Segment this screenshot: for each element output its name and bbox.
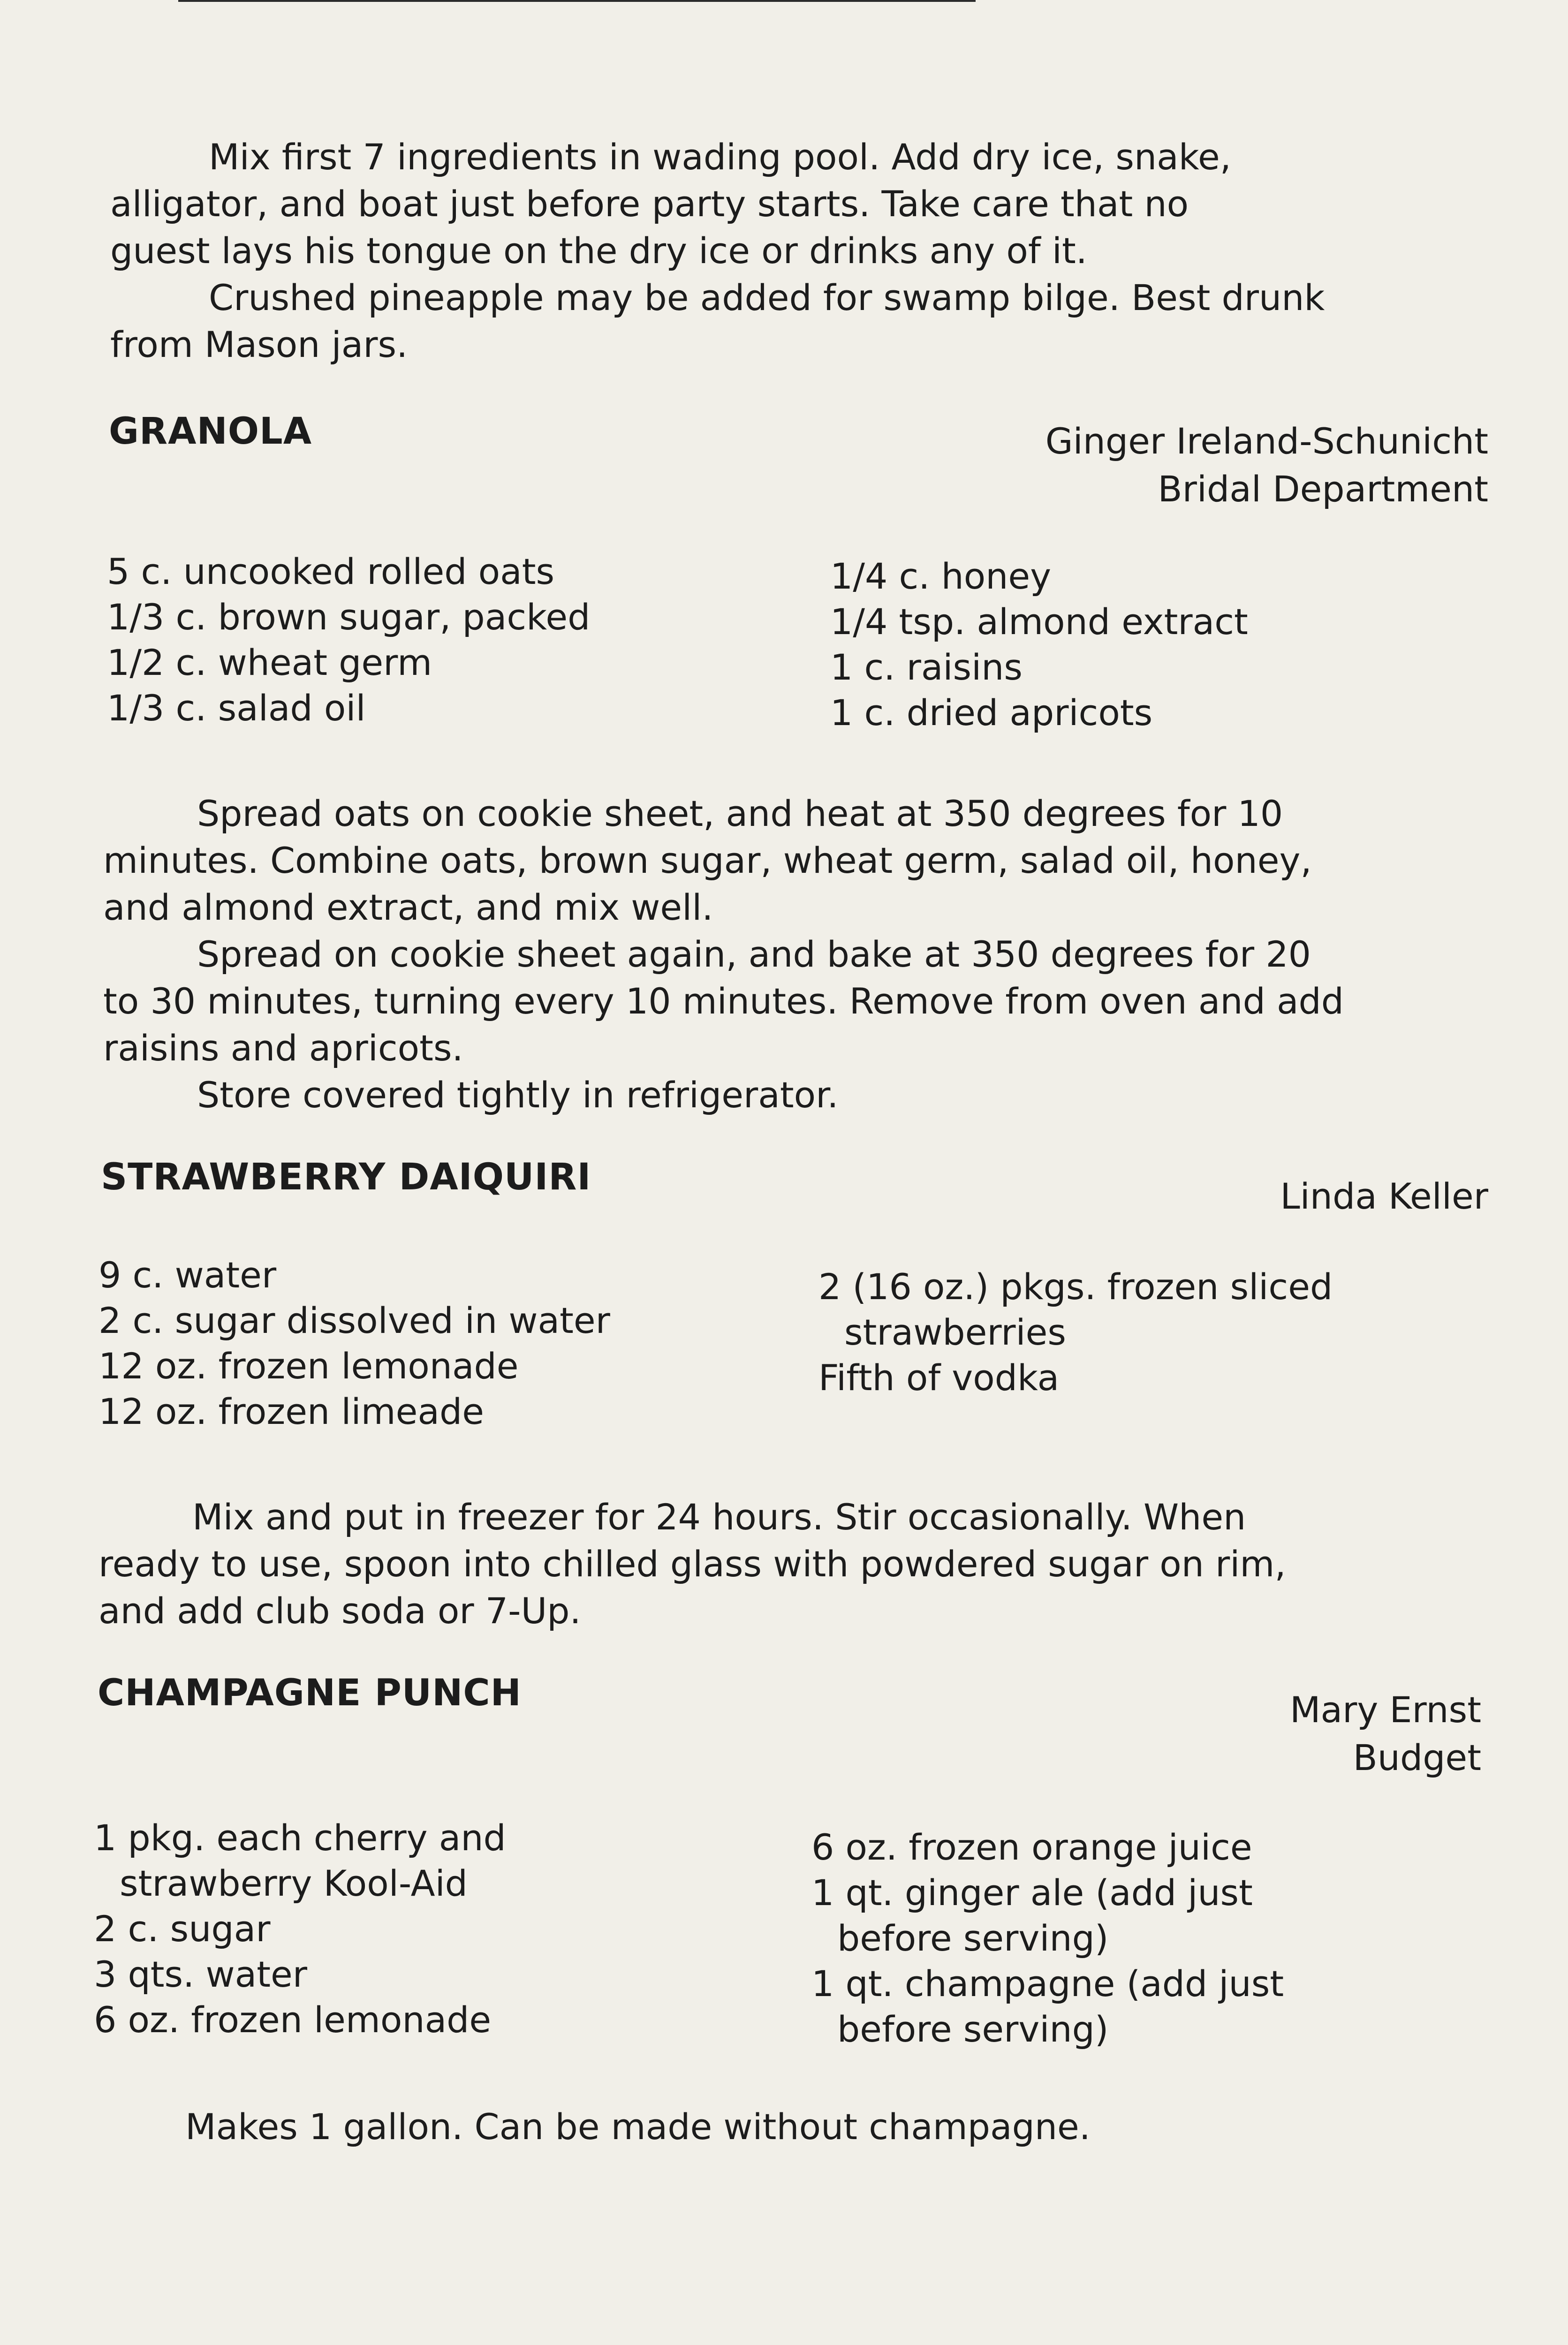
text-line: to 30 minutes, turning every 10 minutes. Remove from oven and add	[103, 980, 1344, 1022]
ingredient-item: 1/4 tsp. almond extract	[830, 601, 1248, 643]
ingredient-item: 9 c. water	[98, 1254, 277, 1296]
text-line: Makes 1 gallon. Can be made without champagne.	[185, 2106, 1091, 2148]
ingredient-item: 2 c. sugar dissolved in water	[98, 1300, 610, 1341]
daiquiri-author: Linda Keller	[1280, 1175, 1488, 1217]
champagne-note	[185, 2103, 1091, 2150]
granola-author: Ginger Ireland-Schunicht	[1045, 420, 1488, 462]
daiquiri-ingredients-right	[818, 1264, 1333, 1400]
ingredient-item: 1/2 c. wheat germ	[107, 642, 432, 683]
champagne-department: Budget	[1353, 1737, 1481, 1778]
ingredient-item: 1/3 c. salad oil	[107, 687, 366, 729]
daiquiri-title: STRAWBERRY DAIQUIRI	[101, 1156, 591, 1198]
ingredient-item: strawberry Kool-Aid	[120, 1862, 468, 1904]
granola-ingredients-right	[830, 553, 1248, 735]
ingredient-item: 2 (16 oz.) pkgs. frozen sliced	[818, 1266, 1333, 1308]
ingredient-item: 1 qt. ginger ale (add just	[811, 1872, 1253, 1914]
daiquiri-directions	[98, 1494, 1286, 1634]
champagne-ingredients-right	[811, 1824, 1284, 2052]
granola-department: Bridal Department	[1158, 468, 1488, 510]
text-line: and almond extract, and mix well.	[103, 886, 713, 928]
granola-directions	[103, 790, 1344, 1119]
text-line: guest lays his tongue on the dry ice or drinks any of it.	[110, 230, 1087, 272]
ingredient-item: 12 oz. frozen limeade	[98, 1391, 484, 1432]
daiquiri-ingredients-left	[98, 1252, 610, 1434]
top-edge-line	[178, 0, 976, 2]
ingredient-item: strawberries	[844, 1311, 1066, 1353]
ingredient-item: 1/4 c. honey	[830, 555, 1052, 597]
ingredient-item: 5 c. uncooked rolled oats	[107, 551, 555, 592]
text-line: and add club soda or 7-Up.	[98, 1590, 581, 1632]
ingredient-item: 3 qts. water	[94, 1953, 307, 1995]
text-line: from Mason jars.	[110, 324, 408, 365]
granola-title: GRANOLA	[109, 410, 312, 453]
champagne-author-block	[1290, 1686, 1481, 1782]
champagne-title: CHAMPAGNE PUNCH	[98, 1672, 522, 1714]
text-line: Store covered tightly in refrigerator.	[197, 1074, 839, 1116]
ingredient-item: 1 pkg. each cherry and	[94, 1817, 506, 1859]
daiquiri-author-block	[1280, 1172, 1488, 1220]
ingredient-item: 1/3 c. brown sugar, packed	[107, 596, 591, 638]
ingredient-item: before serving)	[837, 1917, 1109, 1959]
text-line: minutes. Combine oats, brown sugar, wheat germ, salad oil, honey,	[103, 840, 1312, 881]
ingredient-item: 12 oz. frozen lemonade	[98, 1345, 519, 1387]
text-line: Mix and put in freezer for 24 hours. Stir occasionally. When	[192, 1496, 1246, 1538]
text-line: raisins and apricots.	[103, 1027, 463, 1069]
text-line: Crushed pineapple may be added for swamp bilge. Best drunk	[209, 277, 1325, 318]
granola-ingredients-left	[107, 549, 590, 731]
text-line: alligator, and boat just before party starts. Take care that no	[110, 183, 1189, 225]
ingredient-item: before serving)	[837, 2008, 1109, 2050]
ingredient-item: 6 oz. frozen lemonade	[94, 1999, 492, 2041]
text-line: ready to use, spoon into chilled glass with powdered sugar on rim,	[98, 1543, 1286, 1585]
granola-author-block	[1045, 417, 1488, 513]
ingredient-item: 2 c. sugar	[94, 1908, 271, 1950]
ingredient-item: 1 c. raisins	[830, 646, 1023, 688]
intro-paragraph	[110, 134, 1325, 368]
ingredient-item: 1 c. dried apricots	[830, 692, 1153, 734]
text-line: Spread oats on cookie sheet, and heat at 350 degrees for 10	[197, 793, 1283, 834]
text-line: Mix first 7 ingredients in wading pool. Add dry ice, snake,	[209, 136, 1231, 178]
ingredient-item: Fifth of vodka	[818, 1357, 1060, 1399]
champagne-author: Mary Ernst	[1289, 1689, 1481, 1731]
ingredient-item: 1 qt. champagne (add just	[811, 1963, 1284, 2005]
champagne-ingredients-left	[94, 1815, 506, 2042]
ingredient-item: 6 oz. frozen orange juice	[811, 1826, 1252, 1868]
text-line: Spread on cookie sheet again, and bake at 350 degrees for 20	[197, 933, 1311, 975]
